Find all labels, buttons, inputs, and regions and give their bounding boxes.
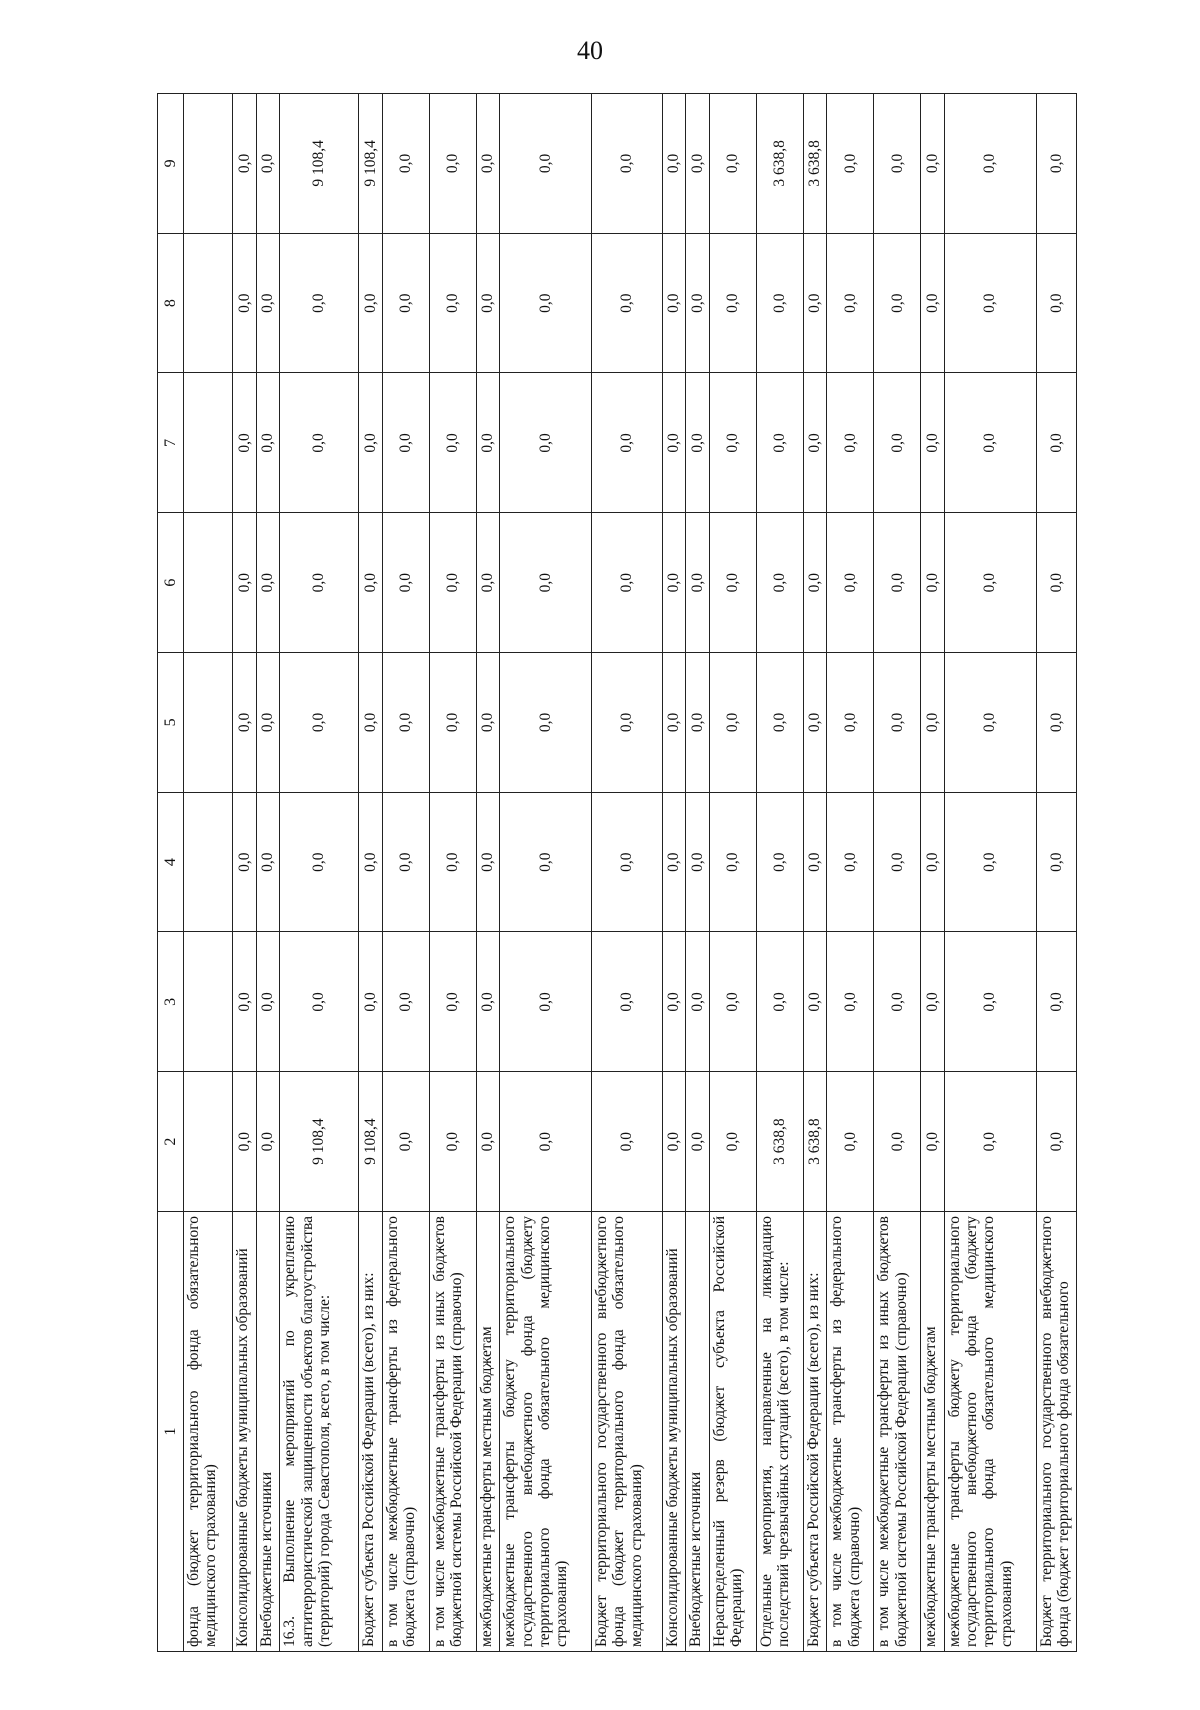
row-label: межбюджетные трансферты местным бюджетам xyxy=(476,1212,500,1652)
table-row xyxy=(686,94,710,1652)
row-value: 0,0 xyxy=(874,1072,921,1212)
row-value: 0,0 xyxy=(686,513,710,653)
row-value: 0,0 xyxy=(233,373,257,513)
row-value: 0,0 xyxy=(709,94,756,234)
row-label: в том числе межбюджетные трансферты из иных бюджетов бюджетной системы Российской Федерации (справочно) xyxy=(429,1212,476,1652)
row-value: 0,0 xyxy=(662,653,686,793)
row-value: 0,0 xyxy=(1036,233,1076,373)
row-value: 0,0 xyxy=(592,233,663,373)
row-value: 0,0 xyxy=(756,233,803,373)
row-value: 0,0 xyxy=(1036,373,1076,513)
row-value: 0,0 xyxy=(662,792,686,932)
row-value: 0,0 xyxy=(686,373,710,513)
table-row xyxy=(874,94,921,1652)
row-value: 0,0 xyxy=(256,932,280,1072)
row-value: 0,0 xyxy=(256,94,280,234)
row-value: 0,0 xyxy=(944,1072,1036,1212)
row-value: 0,0 xyxy=(874,513,921,653)
row-label: Консолидированные бюджеты муниципальных образований xyxy=(662,1212,686,1652)
row-label: межбюджетные трансферты бюджету территориального государственного внебюджетного фонда (бюджету территориального фонда обязательного медицинского страхования) xyxy=(500,1212,592,1652)
table-row xyxy=(827,94,874,1652)
row-value: 0,0 xyxy=(756,932,803,1072)
rotated-table-wrapper xyxy=(157,94,1077,1652)
row-value: 0,0 xyxy=(921,932,945,1072)
table-row xyxy=(256,94,280,1652)
row-value: 0,0 xyxy=(256,653,280,793)
row-value: 0,0 xyxy=(382,513,429,653)
page-number: 40 xyxy=(577,36,603,65)
row-value: 0,0 xyxy=(803,513,827,653)
table-row xyxy=(1036,94,1076,1652)
row-value: 0,0 xyxy=(1036,653,1076,793)
row-value: 0,0 xyxy=(256,1072,280,1212)
row-value: 9 108,4 xyxy=(280,94,359,234)
row-value: 0,0 xyxy=(662,373,686,513)
row-value: 0,0 xyxy=(429,94,476,234)
row-value: 0,0 xyxy=(803,932,827,1072)
column-header: 9 xyxy=(158,94,184,234)
row-value: 0,0 xyxy=(429,373,476,513)
row-value xyxy=(184,1072,233,1212)
row-value: 0,0 xyxy=(256,233,280,373)
row-value: 0,0 xyxy=(382,373,429,513)
row-value: 3 638,8 xyxy=(756,94,803,234)
row-label: Нераспределенный резерв (бюджет субъекта Российской Федерации) xyxy=(709,1212,756,1652)
row-value: 0,0 xyxy=(1036,1072,1076,1212)
row-value: 0,0 xyxy=(429,792,476,932)
column-header: 6 xyxy=(158,513,184,653)
table-row xyxy=(429,94,476,1652)
row-value: 0,0 xyxy=(359,932,383,1072)
row-value: 0,0 xyxy=(944,373,1036,513)
row-value: 0,0 xyxy=(803,792,827,932)
row-value: 0,0 xyxy=(921,1072,945,1212)
row-value: 0,0 xyxy=(921,653,945,793)
row-value: 0,0 xyxy=(709,653,756,793)
row-value: 0,0 xyxy=(500,932,592,1072)
row-value: 0,0 xyxy=(256,513,280,653)
row-label: в том числе межбюджетные трансферты из федерального бюджета (справочно) xyxy=(382,1212,429,1652)
row-label: Бюджет субъекта Российской Федерации (всего), из них: xyxy=(359,1212,383,1652)
column-header: 5 xyxy=(158,653,184,793)
row-label: Консолидированные бюджеты муниципальных образований xyxy=(233,1212,257,1652)
column-header: 3 xyxy=(158,932,184,1072)
row-value: 0,0 xyxy=(827,653,874,793)
row-value: 0,0 xyxy=(476,94,500,234)
row-value: 0,0 xyxy=(359,653,383,793)
row-value: 0,0 xyxy=(921,373,945,513)
row-value: 0,0 xyxy=(476,513,500,653)
row-value: 0,0 xyxy=(1036,513,1076,653)
table-row xyxy=(803,94,827,1652)
row-value: 3 638,8 xyxy=(803,1072,827,1212)
row-value: 3 638,8 xyxy=(756,1072,803,1212)
row-value: 0,0 xyxy=(280,233,359,373)
row-value: 9 108,4 xyxy=(280,1072,359,1212)
row-label: Отдельные мероприятия, направленные на ликвидацию последствий чрезвычайных ситуаций (всего), в том числе: xyxy=(756,1212,803,1652)
table-row xyxy=(233,94,257,1652)
row-value: 0,0 xyxy=(944,792,1036,932)
row-value: 0,0 xyxy=(827,792,874,932)
column-header: 2 xyxy=(158,1072,184,1212)
row-label: Бюджет территориального государственного внебюджетного фонда (бюджет территориального фонда обязательного медицинского страхования) xyxy=(592,1212,663,1652)
row-value: 0,0 xyxy=(709,932,756,1072)
row-value xyxy=(184,233,233,373)
row-value: 0,0 xyxy=(429,513,476,653)
row-value: 0,0 xyxy=(382,1072,429,1212)
row-value: 0,0 xyxy=(280,653,359,793)
row-value: 0,0 xyxy=(827,94,874,234)
row-value: 0,0 xyxy=(280,513,359,653)
budget-table xyxy=(157,93,1077,1652)
row-value: 0,0 xyxy=(1036,94,1076,234)
row-value: 0,0 xyxy=(662,1072,686,1212)
row-value: 3 638,8 xyxy=(803,94,827,234)
row-label: Внебюджетные источники xyxy=(256,1212,280,1652)
row-value: 0,0 xyxy=(756,513,803,653)
row-label: фонда (бюджет территориального фонда обязательного медицинского страхования) xyxy=(184,1212,233,1652)
row-value: 0,0 xyxy=(803,653,827,793)
row-value: 0,0 xyxy=(686,932,710,1072)
row-value: 0,0 xyxy=(280,373,359,513)
row-value: 0,0 xyxy=(944,513,1036,653)
row-value: 0,0 xyxy=(592,1072,663,1212)
row-value: 0,0 xyxy=(874,792,921,932)
row-value: 0,0 xyxy=(233,1072,257,1212)
table-row xyxy=(921,94,945,1652)
row-value: 0,0 xyxy=(476,792,500,932)
row-value: 0,0 xyxy=(233,233,257,373)
row-value: 0,0 xyxy=(662,932,686,1072)
row-value: 0,0 xyxy=(359,513,383,653)
row-value: 0,0 xyxy=(662,94,686,234)
row-label: 16.3. Выполнение мероприятий по укреплению антитеррористической защищенности объектов благоустройства (территорий) города Севастополя, всего, в том числе: xyxy=(280,1212,359,1652)
row-value: 0,0 xyxy=(944,653,1036,793)
row-value: 0,0 xyxy=(500,653,592,793)
row-value: 0,0 xyxy=(592,373,663,513)
row-value xyxy=(184,94,233,234)
row-value: 0,0 xyxy=(359,792,383,932)
row-value: 0,0 xyxy=(756,653,803,793)
row-label: в том числе межбюджетные трансферты из иных бюджетов бюджетной системы Российской Федерации (справочно) xyxy=(874,1212,921,1652)
row-value: 0,0 xyxy=(233,932,257,1072)
row-value: 0,0 xyxy=(709,792,756,932)
table-row xyxy=(662,94,686,1652)
table-row xyxy=(184,94,233,1652)
row-label: в том числе межбюджетные трансферты из федерального бюджета (справочно) xyxy=(827,1212,874,1652)
column-header: 8 xyxy=(158,233,184,373)
row-value: 0,0 xyxy=(592,932,663,1072)
row-value: 0,0 xyxy=(500,1072,592,1212)
row-label: Бюджет субъекта Российской Федерации (всего), из них: xyxy=(803,1212,827,1652)
column-header: 1 xyxy=(158,1212,184,1652)
row-label: межбюджетные трансферты бюджету территориального государственного внебюджетного фонда (бюджету территориального фонда обязательного медицинского страхования) xyxy=(944,1212,1036,1652)
row-value: 0,0 xyxy=(756,792,803,932)
row-value: 0,0 xyxy=(686,653,710,793)
row-value: 0,0 xyxy=(827,233,874,373)
row-value: 9 108,4 xyxy=(359,1072,383,1212)
row-value: 0,0 xyxy=(662,513,686,653)
row-value: 0,0 xyxy=(476,932,500,1072)
row-value: 0,0 xyxy=(921,94,945,234)
row-value: 0,0 xyxy=(500,233,592,373)
row-value xyxy=(184,653,233,793)
row-value: 0,0 xyxy=(500,373,592,513)
row-label: межбюджетные трансферты местным бюджетам xyxy=(921,1212,945,1652)
row-value: 0,0 xyxy=(803,233,827,373)
row-value: 0,0 xyxy=(827,513,874,653)
row-value: 0,0 xyxy=(1036,792,1076,932)
table-row xyxy=(382,94,429,1652)
row-value: 0,0 xyxy=(592,792,663,932)
row-value: 0,0 xyxy=(233,94,257,234)
row-value: 0,0 xyxy=(662,233,686,373)
row-value: 0,0 xyxy=(500,513,592,653)
row-value: 0,0 xyxy=(1036,932,1076,1072)
row-value: 0,0 xyxy=(233,792,257,932)
row-value: 0,0 xyxy=(944,233,1036,373)
row-value: 0,0 xyxy=(921,513,945,653)
row-value: 0,0 xyxy=(429,233,476,373)
row-label: Внебюджетные источники xyxy=(686,1212,710,1652)
row-value: 0,0 xyxy=(233,653,257,793)
row-value: 0,0 xyxy=(709,513,756,653)
table-row xyxy=(500,94,592,1652)
row-value: 0,0 xyxy=(280,792,359,932)
row-value: 0,0 xyxy=(429,653,476,793)
table-row xyxy=(756,94,803,1652)
row-value: 0,0 xyxy=(874,94,921,234)
table-row xyxy=(476,94,500,1652)
row-value xyxy=(184,373,233,513)
row-value: 0,0 xyxy=(359,373,383,513)
column-header: 7 xyxy=(158,373,184,513)
row-value: 0,0 xyxy=(233,513,257,653)
table-row xyxy=(592,94,663,1652)
row-value: 0,0 xyxy=(709,1072,756,1212)
row-value: 0,0 xyxy=(874,373,921,513)
row-value: 0,0 xyxy=(686,233,710,373)
row-value: 0,0 xyxy=(686,94,710,234)
row-value: 0,0 xyxy=(500,792,592,932)
table-row xyxy=(944,94,1036,1652)
header-row xyxy=(158,94,184,1652)
row-value: 0,0 xyxy=(756,373,803,513)
row-value: 0,0 xyxy=(921,792,945,932)
row-value: 0,0 xyxy=(429,1072,476,1212)
row-value: 0,0 xyxy=(827,1072,874,1212)
row-value: 0,0 xyxy=(827,373,874,513)
row-value: 0,0 xyxy=(382,653,429,793)
row-value: 0,0 xyxy=(686,1072,710,1212)
row-value: 0,0 xyxy=(256,792,280,932)
row-value: 9 108,4 xyxy=(359,94,383,234)
row-value: 0,0 xyxy=(921,233,945,373)
row-value: 0,0 xyxy=(500,94,592,234)
row-value: 0,0 xyxy=(382,94,429,234)
row-value xyxy=(184,513,233,653)
row-value: 0,0 xyxy=(944,932,1036,1072)
row-value: 0,0 xyxy=(429,932,476,1072)
table-row xyxy=(709,94,756,1652)
row-value: 0,0 xyxy=(592,653,663,793)
table-row xyxy=(280,94,359,1652)
table-row xyxy=(359,94,383,1652)
row-value xyxy=(184,932,233,1072)
column-header: 4 xyxy=(158,792,184,932)
row-value: 0,0 xyxy=(874,932,921,1072)
row-value: 0,0 xyxy=(280,932,359,1072)
row-value: 0,0 xyxy=(382,233,429,373)
row-value: 0,0 xyxy=(874,653,921,793)
row-value: 0,0 xyxy=(803,373,827,513)
row-value: 0,0 xyxy=(359,233,383,373)
row-value xyxy=(184,792,233,932)
row-value: 0,0 xyxy=(592,94,663,234)
row-value: 0,0 xyxy=(709,233,756,373)
row-value: 0,0 xyxy=(827,932,874,1072)
row-value: 0,0 xyxy=(256,373,280,513)
row-value: 0,0 xyxy=(592,513,663,653)
row-value: 0,0 xyxy=(476,653,500,793)
row-value: 0,0 xyxy=(382,932,429,1072)
row-value: 0,0 xyxy=(874,233,921,373)
row-value: 0,0 xyxy=(476,373,500,513)
row-label: Бюджет территориального государственного внебюджетного фонда (бюджет территориального фонда обязательного xyxy=(1036,1212,1076,1652)
row-value: 0,0 xyxy=(476,1072,500,1212)
row-value: 0,0 xyxy=(944,94,1036,234)
row-value: 0,0 xyxy=(476,233,500,373)
row-value: 0,0 xyxy=(382,792,429,932)
row-value: 0,0 xyxy=(686,792,710,932)
row-value: 0,0 xyxy=(709,373,756,513)
